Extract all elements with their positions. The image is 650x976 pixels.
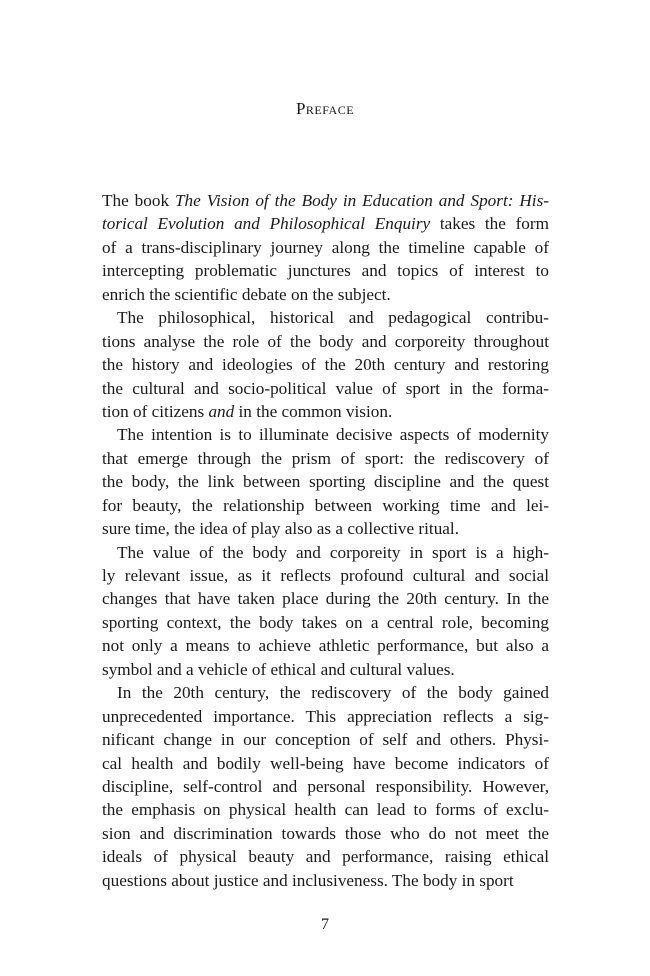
text-run: cal health and bodily well-being have become indicators of [102,753,549,773]
text-line [102,775,549,798]
text-line [102,517,549,540]
text-line [102,587,549,610]
paragraph [102,306,549,423]
text-run: the emphasis on physical health can lead to forms of exclu- [102,800,549,820]
italic-text: The Vision of the Body in Education and Sport: His- [175,191,549,210]
text-run: unprecedented importance. This appreciation reflects a sig- [102,706,549,726]
text-line [102,869,549,892]
text-line [102,845,549,868]
text-run: changes that have taken place during the 20th century. In the [102,589,549,609]
paragraph [102,681,549,892]
text-run: questions about justice and inclusiveness. The body in sport [102,870,514,890]
text-line [102,353,549,376]
text-line [102,377,549,400]
text-run: not only a means to achieve athletic performance, but also a [102,636,549,656]
text-run: The intention is to illuminate decisive aspects of modernity [117,425,549,445]
text-run: the cultural and socio-political value of sport in the forma- [102,378,549,398]
text-run: of a trans-disciplinary journey along the timeline capable of [102,237,549,257]
text-run: the history and ideologies of the 20th century and restoring [102,355,549,375]
paragraph [102,541,549,682]
text-line [102,611,549,634]
text-run: The philosophical, historical and pedagogical contribu- [117,308,549,328]
text-run: symbol and a vehicle of ethical and cultural values. [102,659,455,679]
italic-text: torical Evolution and Philosophical Enquiry [102,214,431,234]
text-run: discipline, self-control and personal responsibility. However, [102,776,549,796]
text-line [102,283,549,306]
text-line [102,400,549,423]
text-line [102,541,549,564]
text-run: ly relevant issue, as it reflects profound cultural and social [102,566,549,585]
text-line [102,494,549,517]
text-run: in the common vision. [234,401,393,421]
text-line [102,330,549,353]
paragraph [102,423,549,540]
text-run: nificant change in our conception of self and others. Physi- [102,730,549,750]
text-run: In the 20th century, the rediscovery of the body gained [117,683,549,703]
text-line [102,681,549,704]
text-run: ideals of physical beauty and performance, raising ethical [102,847,549,867]
text-run: the body, the link between sporting discipline and the quest [102,472,549,492]
text-run: tion of citizens [102,401,209,421]
text-run: enrich the scientific debate on the subject. [102,284,391,304]
text-line [102,447,549,470]
text-run: sporting context, the body takes on a central role, becoming [102,612,549,632]
text-line [102,189,549,212]
text-run: The value of the body and corporeity in sport is a high- [117,542,549,562]
text-run: takes the form [430,214,549,234]
text-line [102,658,549,681]
text-line [102,728,549,751]
text-run: sion and discrimination towards those who do not meet the [102,823,549,843]
paragraph [102,189,549,306]
text-line [102,705,549,728]
italic-text: and [208,401,235,421]
text-run: The book [102,191,175,210]
body-text [102,189,549,892]
text-run: sure time, the idea of play also as a collective ritual. [102,519,459,539]
text-line [102,470,549,493]
text-line [102,798,549,821]
page-number: 7 [321,916,329,933]
text-line [102,212,549,235]
text-run: tions analyse the role of the body and corporeity throughout [102,331,549,351]
text-line [102,634,549,657]
text-run: for beauty, the relationship between working time and lei- [102,495,549,515]
text-run: that emerge through the prism of sport: the rediscovery of [102,448,549,468]
text-line [102,564,549,587]
text-line [102,259,549,282]
text-line [102,306,549,329]
page-title: Preface [295,99,355,118]
text-run: intercepting problematic junctures and topics of interest to [102,261,549,281]
text-line [102,236,549,259]
text-line [102,423,549,446]
text-line [102,752,549,775]
text-line [102,822,549,845]
